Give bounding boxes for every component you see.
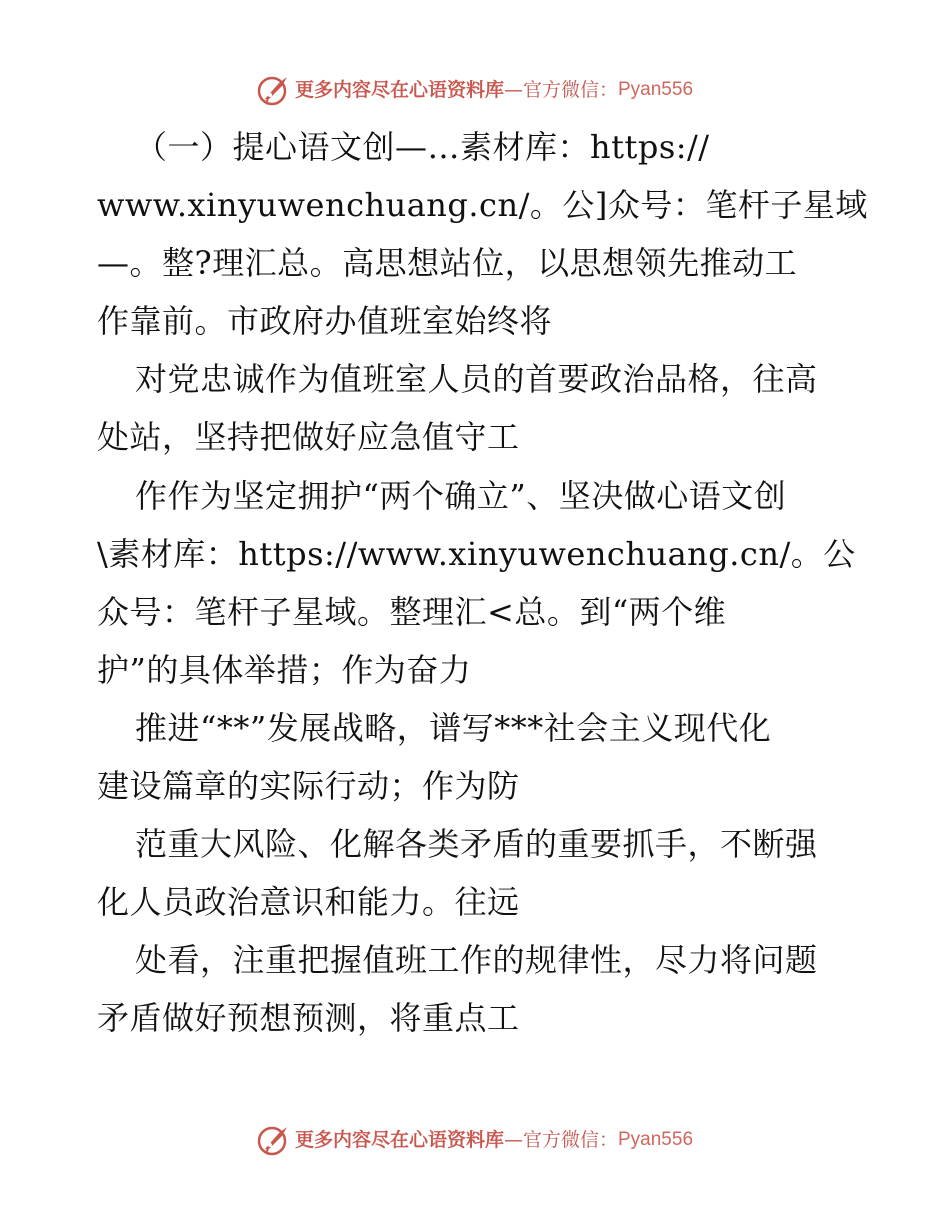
body-line: 推进“**”发展战略，谱写***社会主义现代化 [135,708,772,747]
body-line: www.xinyuwenchuang.cn/。公]众号：笔杆子星域 [97,186,868,225]
banner-wechat-label: 官方微信： [522,79,618,101]
body-line: （一）提心语文创—…素材库：https:// [135,128,710,166]
banner-dash: — [503,1129,523,1151]
body-line: 矛盾做好预想预测，将重点工 [97,999,520,1038]
body-line: 作作为坚定拥护“两个确立”、坚决做心语文创 [135,476,787,515]
document-body [97,118,868,1048]
body-line: 作靠前。市政府办值班室始终将 [97,302,553,341]
body-line: 范重大风险、化解各类矛盾的重要抓手，不断强 [135,825,818,864]
banner-dash: — [503,79,523,101]
banner-promo-text: 更多内容尽在心语资料库 [294,79,504,101]
footer-banner [0,1120,950,1160]
banner-wechat-label: 官方微信： [522,1129,618,1151]
banner-wechat-id: Pyan556 [618,79,694,100]
quill-pen-logo-icon [257,73,291,107]
body-line: 护”的具体举措；作为奋力 [97,650,472,689]
body-line: 建设篇章的实际行动；作为防 [97,767,520,806]
body-line: 众号：笔杆子星域。整理汇<总。到“两个维 [97,592,727,631]
body-line: 对党忠诚作为值班室人员的首要政治品格，往高 [135,360,818,399]
banner-promo-text: 更多内容尽在心语资料库 [294,1129,504,1151]
body-line: 化人员政治意识和能力。往远 [97,883,520,922]
body-line: 处看，注重把握值班工作的规律性，尽力将问题 [135,941,818,980]
body-line: 处站，坚持把做好应急值守工 [97,418,520,457]
banner-wechat-id: Pyan556 [618,1129,694,1150]
quill-pen-logo-icon [257,1123,291,1157]
body-line: \素材库：https://www.xinyuwenchuang.cn/。公 [97,534,856,573]
header-banner [0,70,950,110]
body-line: —。整?理汇总。高思想站位，以思想领先推动工 [97,244,798,283]
